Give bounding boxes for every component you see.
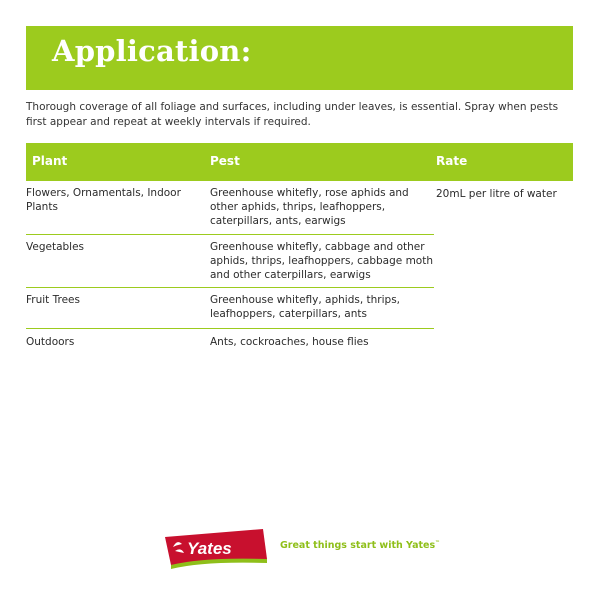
title-banner — [26, 26, 573, 90]
table-row — [26, 240, 434, 288]
table-row — [26, 293, 434, 329]
pest-cell: Greenhouse whitefly, rose aphids and other aphids, thrips, leafhoppers, caterpillars, ants, earwigs — [210, 187, 409, 227]
table-row — [26, 335, 434, 355]
rate-value: 20mL per litre of water — [436, 188, 557, 200]
brand-tagline — [280, 540, 440, 551]
plant-cell: Vegetables — [26, 241, 85, 253]
header-plant: Plant — [32, 154, 68, 168]
header-rate: Rate — [436, 154, 468, 168]
intro-text: Thorough coverage of all foliage and surfaces, including under leaves, is essential. Spray when pests first appear and repeat at weekly intervals if required. — [26, 101, 559, 128]
logo-wordmark: Yates — [187, 539, 232, 558]
header-pest: Pest — [210, 154, 240, 168]
trademark-mark: ™ — [435, 540, 441, 546]
table-row — [26, 186, 434, 235]
page-title: Application: — [52, 34, 252, 68]
plant-cell: Flowers, Ornamentals, Indoor Plants — [26, 187, 181, 213]
plant-cell: Fruit Trees — [26, 294, 80, 306]
tagline-text: Great things start with Yates — [280, 540, 436, 552]
yates-logo — [163, 525, 271, 573]
plant-cell: Outdoors — [26, 336, 75, 348]
pest-cell: Ants, cockroaches, house flies — [210, 336, 369, 348]
pest-cell: Greenhouse whitefly, aphids, thrips, leafhoppers, caterpillars, ants — [210, 294, 400, 320]
table-header — [26, 143, 573, 181]
pest-cell: Greenhouse whitefly, cabbage and other aphids, thrips, leafhoppers, cabbage moth and other caterpillars, earwigs — [210, 241, 433, 281]
